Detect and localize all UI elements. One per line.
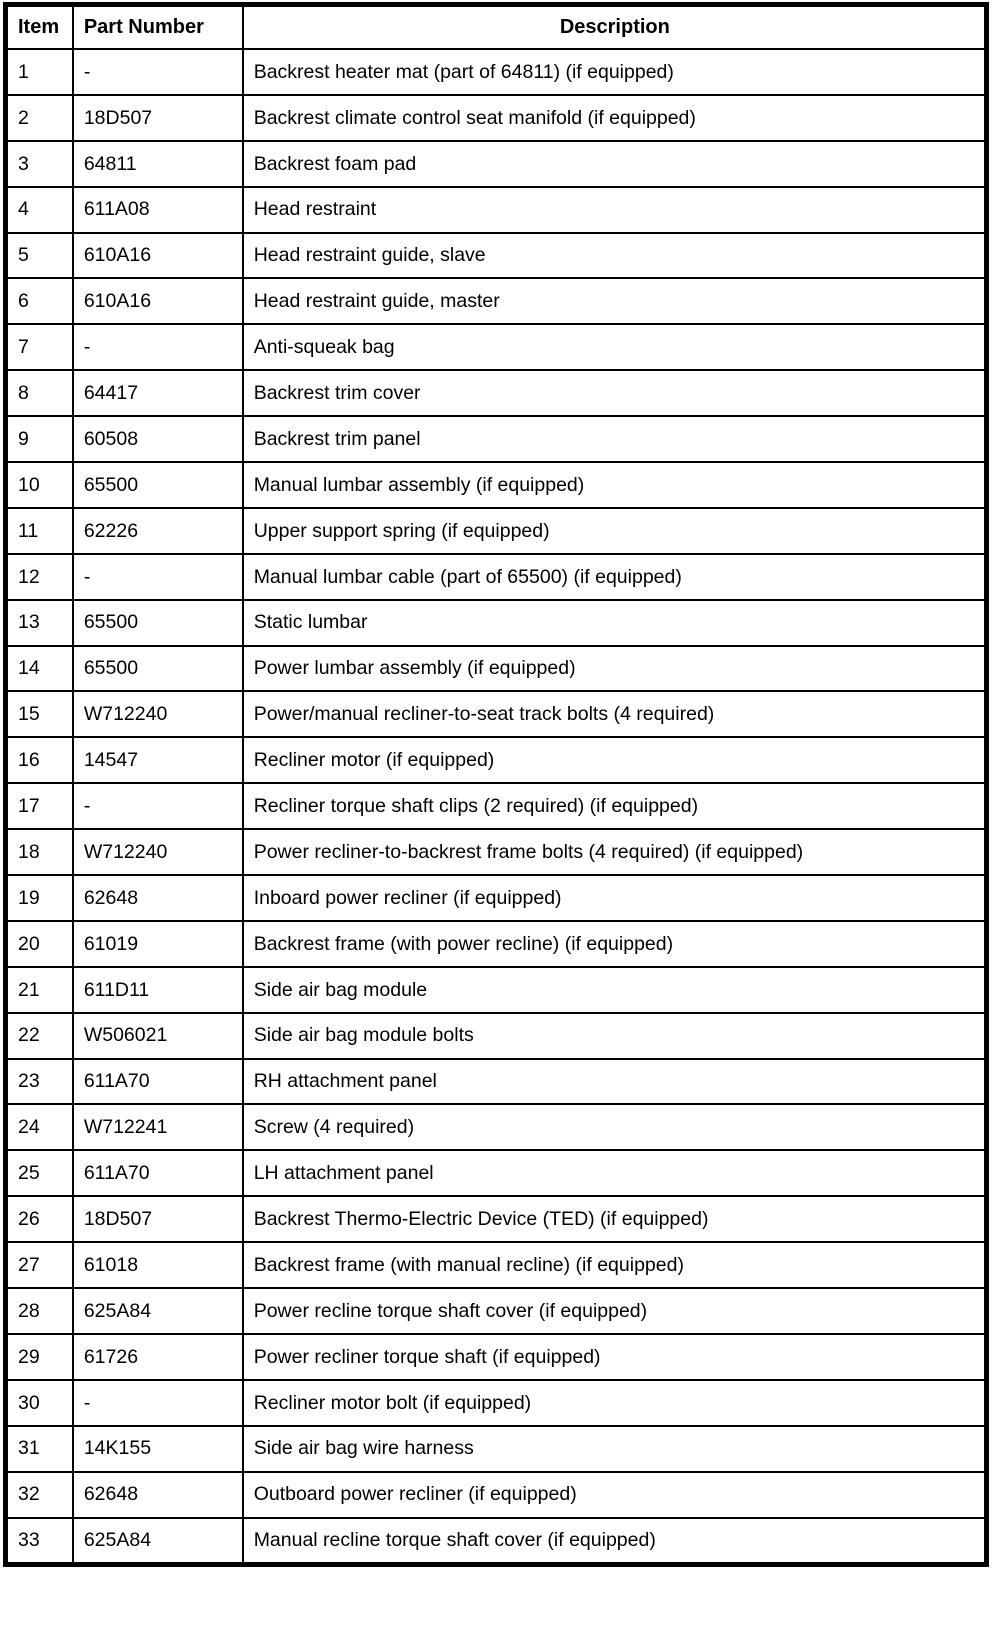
- part-number-cell: 14547: [73, 737, 243, 783]
- item-cell: 9: [6, 416, 73, 462]
- item-cell: 8: [6, 370, 73, 416]
- table-row: [6, 875, 987, 921]
- table-row: [6, 1013, 987, 1059]
- parts-table-body: [6, 49, 987, 1565]
- part-number-cell: 62226: [73, 508, 243, 554]
- description-cell: Backrest frame (with power recline) (if equipped): [243, 921, 987, 967]
- part-number-cell: -: [73, 324, 243, 370]
- description-cell: Power lumbar assembly (if equipped): [243, 646, 987, 692]
- table-row: [6, 646, 987, 692]
- description-cell: Backrest heater mat (part of 64811) (if equipped): [243, 49, 987, 95]
- item-cell: 1: [6, 49, 73, 95]
- item-cell: 20: [6, 921, 73, 967]
- description-cell: Head restraint guide, master: [243, 278, 987, 324]
- part-number-cell: -: [73, 49, 243, 95]
- part-number-cell: 610A16: [73, 233, 243, 279]
- part-number-cell: 611A70: [73, 1059, 243, 1105]
- table-row: [6, 233, 987, 279]
- table-row: [6, 737, 987, 783]
- description-cell: Manual lumbar cable (part of 65500) (if equipped): [243, 554, 987, 600]
- description-cell: Head restraint guide, slave: [243, 233, 987, 279]
- part-number-cell: 611A70: [73, 1150, 243, 1196]
- table-row: [6, 1104, 987, 1150]
- item-cell: 15: [6, 691, 73, 737]
- table-row: [6, 600, 987, 646]
- part-number-cell: 62648: [73, 1472, 243, 1518]
- description-cell: Power recliner-to-backrest frame bolts (4 required) (if equipped): [243, 829, 987, 875]
- description-cell: Backrest frame (with manual recline) (if equipped): [243, 1242, 987, 1288]
- table-row: [6, 324, 987, 370]
- description-cell: Side air bag module: [243, 967, 987, 1013]
- table-row: [6, 187, 987, 233]
- part-number-cell: 610A16: [73, 278, 243, 324]
- description-cell: Power recline torque shaft cover (if equipped): [243, 1288, 987, 1334]
- part-number-cell: 611D11: [73, 967, 243, 1013]
- table-row: [6, 691, 987, 737]
- table-row: [6, 1242, 987, 1288]
- description-cell: Side air bag wire harness: [243, 1426, 987, 1472]
- part-number-cell: 611A08: [73, 187, 243, 233]
- description-cell: LH attachment panel: [243, 1150, 987, 1196]
- item-cell: 29: [6, 1334, 73, 1380]
- description-cell: Manual recline torque shaft cover (if equipped): [243, 1518, 987, 1565]
- description-cell: Backrest trim panel: [243, 416, 987, 462]
- item-cell: 18: [6, 829, 73, 875]
- description-cell: Screw (4 required): [243, 1104, 987, 1150]
- table-row: [6, 462, 987, 508]
- description-cell: Backrest foam pad: [243, 141, 987, 187]
- part-number-cell: 61726: [73, 1334, 243, 1380]
- column-header-description: Description: [243, 5, 987, 50]
- part-number-cell: 64811: [73, 141, 243, 187]
- description-cell: Head restraint: [243, 187, 987, 233]
- part-number-cell: 65500: [73, 462, 243, 508]
- table-row: [6, 1426, 987, 1472]
- item-cell: 32: [6, 1472, 73, 1518]
- description-cell: Manual lumbar assembly (if equipped): [243, 462, 987, 508]
- table-row: [6, 1472, 987, 1518]
- part-number-cell: 62648: [73, 875, 243, 921]
- table-header-row: [6, 5, 987, 50]
- description-cell: Recliner motor (if equipped): [243, 737, 987, 783]
- description-cell: Outboard power recliner (if equipped): [243, 1472, 987, 1518]
- part-number-cell: 60508: [73, 416, 243, 462]
- part-number-cell: -: [73, 554, 243, 600]
- table-row: [6, 508, 987, 554]
- description-cell: Inboard power recliner (if equipped): [243, 875, 987, 921]
- description-cell: Power recliner torque shaft (if equipped): [243, 1334, 987, 1380]
- item-cell: 13: [6, 600, 73, 646]
- item-cell: 27: [6, 1242, 73, 1288]
- part-number-cell: W712240: [73, 691, 243, 737]
- item-cell: 11: [6, 508, 73, 554]
- item-cell: 6: [6, 278, 73, 324]
- item-cell: 23: [6, 1059, 73, 1105]
- table-row: [6, 416, 987, 462]
- item-cell: 5: [6, 233, 73, 279]
- table-row: [6, 1059, 987, 1105]
- description-cell: Backrest climate control seat manifold (if equipped): [243, 95, 987, 141]
- item-cell: 25: [6, 1150, 73, 1196]
- part-number-cell: 18D507: [73, 1196, 243, 1242]
- table-row: [6, 278, 987, 324]
- item-cell: 26: [6, 1196, 73, 1242]
- description-cell: Recliner motor bolt (if equipped): [243, 1380, 987, 1426]
- item-cell: 3: [6, 141, 73, 187]
- part-number-cell: 64417: [73, 370, 243, 416]
- item-cell: 12: [6, 554, 73, 600]
- part-number-cell: W506021: [73, 1013, 243, 1059]
- part-number-cell: 65500: [73, 600, 243, 646]
- description-cell: Recliner torque shaft clips (2 required) (if equipped): [243, 783, 987, 829]
- table-row: [6, 141, 987, 187]
- item-cell: 4: [6, 187, 73, 233]
- part-number-cell: 14K155: [73, 1426, 243, 1472]
- table-row: [6, 554, 987, 600]
- table-row: [6, 1518, 987, 1565]
- table-row: [6, 1380, 987, 1426]
- item-cell: 21: [6, 967, 73, 1013]
- table-row: [6, 1334, 987, 1380]
- item-cell: 16: [6, 737, 73, 783]
- table-row: [6, 95, 987, 141]
- table-row: [6, 783, 987, 829]
- table-row: [6, 49, 987, 95]
- part-number-cell: -: [73, 1380, 243, 1426]
- part-number-cell: 61019: [73, 921, 243, 967]
- table-row: [6, 1150, 987, 1196]
- part-number-cell: 65500: [73, 646, 243, 692]
- column-header-part-number: Part Number: [73, 5, 243, 50]
- item-cell: 7: [6, 324, 73, 370]
- table-row: [6, 967, 987, 1013]
- table-row: [6, 1196, 987, 1242]
- part-number-cell: W712241: [73, 1104, 243, 1150]
- parts-table: [3, 2, 989, 1567]
- item-cell: 2: [6, 95, 73, 141]
- item-cell: 19: [6, 875, 73, 921]
- item-cell: 30: [6, 1380, 73, 1426]
- item-cell: 14: [6, 646, 73, 692]
- description-cell: RH attachment panel: [243, 1059, 987, 1105]
- description-cell: Backrest trim cover: [243, 370, 987, 416]
- description-cell: Side air bag module bolts: [243, 1013, 987, 1059]
- part-number-cell: 625A84: [73, 1518, 243, 1565]
- part-number-cell: 18D507: [73, 95, 243, 141]
- description-cell: Anti-squeak bag: [243, 324, 987, 370]
- part-number-cell: -: [73, 783, 243, 829]
- item-cell: 22: [6, 1013, 73, 1059]
- item-cell: 33: [6, 1518, 73, 1565]
- table-row: [6, 1288, 987, 1334]
- description-cell: Backrest Thermo-Electric Device (TED) (if equipped): [243, 1196, 987, 1242]
- item-cell: 31: [6, 1426, 73, 1472]
- item-cell: 28: [6, 1288, 73, 1334]
- part-number-cell: W712240: [73, 829, 243, 875]
- item-cell: 10: [6, 462, 73, 508]
- description-cell: Power/manual recliner-to-seat track bolts (4 required): [243, 691, 987, 737]
- item-cell: 17: [6, 783, 73, 829]
- column-header-item: Item: [6, 5, 73, 50]
- description-cell: Static lumbar: [243, 600, 987, 646]
- table-row: [6, 829, 987, 875]
- table-row: [6, 921, 987, 967]
- item-cell: 24: [6, 1104, 73, 1150]
- description-cell: Upper support spring (if equipped): [243, 508, 987, 554]
- part-number-cell: 625A84: [73, 1288, 243, 1334]
- table-row: [6, 370, 987, 416]
- part-number-cell: 61018: [73, 1242, 243, 1288]
